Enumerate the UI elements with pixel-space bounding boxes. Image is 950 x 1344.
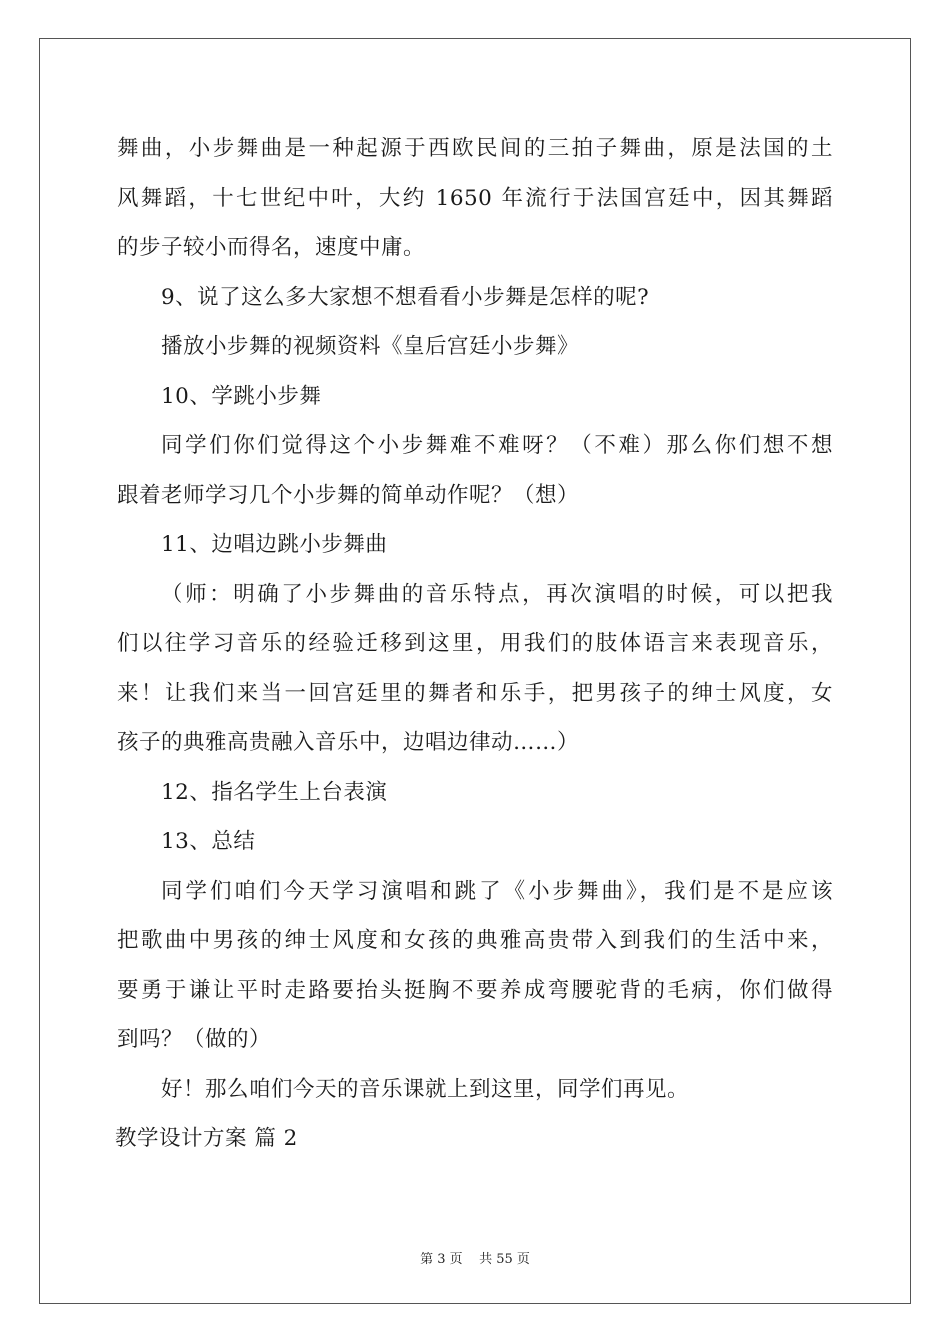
paragraph-line: 好！那么咱们今天的音乐课就上到这里，同学们再见。 xyxy=(161,1076,690,1102)
page-number-footer: 第 3 页 共 55 页 xyxy=(420,1252,530,1267)
paragraph-line: 播放小步舞的视频资料《皇后宫廷小步舞》 xyxy=(161,334,580,359)
paragraph-line: 来！让我们来当一回宫廷里的舞者和乐手，把男孩子的绅士风度，女 xyxy=(117,680,833,706)
paragraph-line: （师：明确了小步舞曲的音乐特点，再次演唱的时候，可以把我 xyxy=(161,581,833,607)
list-item-10: 10、学跳小步舞 xyxy=(161,383,322,409)
document-body xyxy=(117,124,833,1164)
paragraph-line: 风舞蹈，十七世纪中叶，大约 1650 年流行于法国宫廷中，因其舞蹈 xyxy=(117,185,833,211)
list-item-12: 12、指名学生上台表演 xyxy=(161,779,388,805)
list-item-11: 11、边唱边跳小步舞曲 xyxy=(161,532,388,557)
paragraph-line: 舞曲，小步舞曲是一种起源于西欧民间的三拍子舞曲，原是法国的土 xyxy=(117,136,833,161)
section-heading: 教学设计方案 篇 2 xyxy=(115,1126,298,1151)
paragraph-line: 要勇于谦让平时走路要抬头挺胸不要养成弯腰驼背的毛病，你们做得 xyxy=(117,977,833,1003)
paragraph-line: 同学们你们觉得这个小步舞难不难呀？（不难）那么你们想不想 xyxy=(161,433,833,458)
paragraph-line: 把歌曲中男孩的绅士风度和女孩的典雅高贵带入到我们的生活中来， xyxy=(117,928,833,953)
paragraph-line: 孩子的典雅高贵融入音乐中，边唱边律动……） xyxy=(117,730,580,755)
paragraph-line: 们以往学习音乐的经验迁移到这里，用我们的肢体语言来表现音乐， xyxy=(117,631,833,656)
paragraph-line: 跟着老师学习几个小步舞的简单动作呢？（想） xyxy=(117,482,580,508)
paragraph-line: 的步子较小而得名，速度中庸。 xyxy=(117,235,426,260)
list-item-13: 13、总结 xyxy=(161,829,256,854)
paragraph-line: 到吗？（做的） xyxy=(117,1027,272,1052)
paragraph-line: 同学们咱们今天学习演唱和跳了《小步舞曲》，我们是不是应该 xyxy=(161,878,833,904)
list-item-9: 9、说了这么多大家想不想看看小步舞是怎样的呢? xyxy=(161,284,650,310)
